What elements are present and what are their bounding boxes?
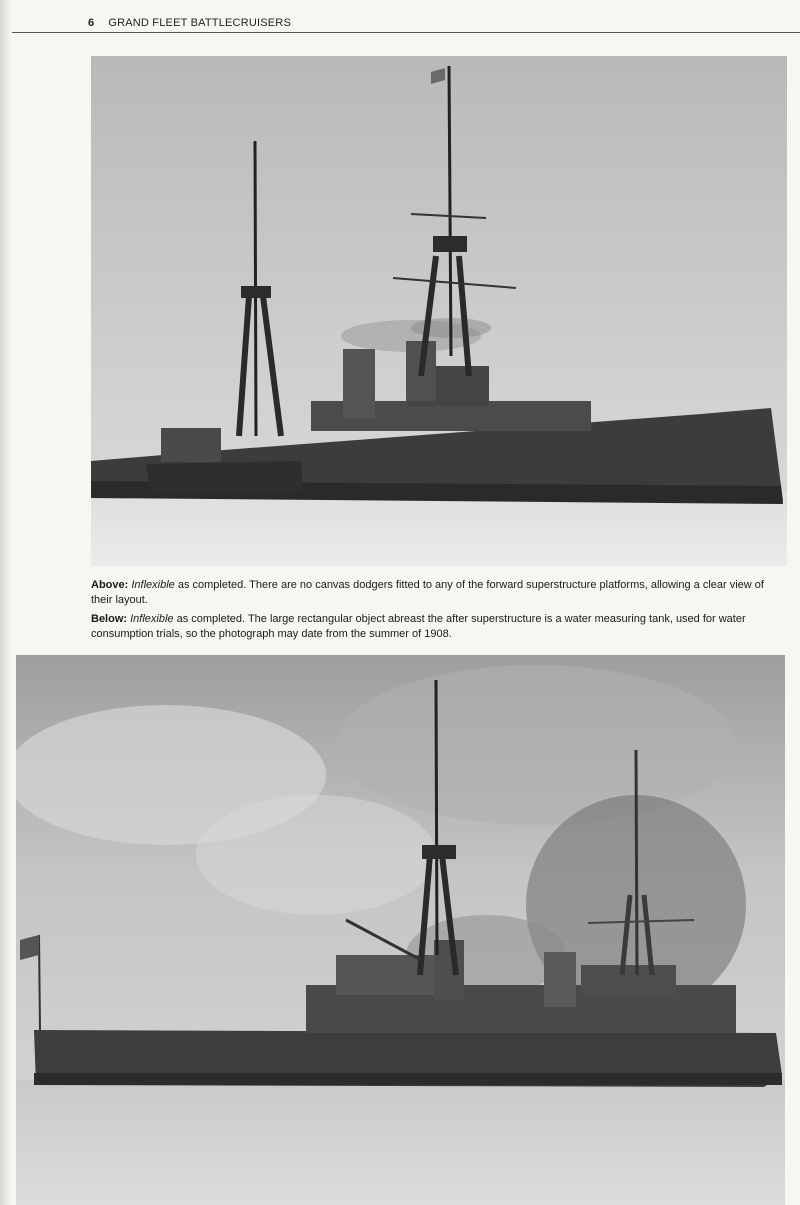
caption-above-ship: Inflexible: [131, 579, 175, 591]
caption-below-label: Below:: [91, 613, 128, 625]
photo-inflexible-bow-view: [91, 56, 787, 566]
caption-below-text: as completed. The large rectangular object abreast the after superstructure is a water measuring tank, used for water consumption trials, so the photograph may date from the summer of 1908.: [91, 613, 746, 640]
caption-above: [91, 578, 781, 608]
running-title: GRAND FLEET BATTLECRUISERS: [108, 17, 291, 29]
caption-above-text: as completed. There are no canvas dodgers fitted to any of the forward superstructure platforms, allowing a clear view of their layout.: [91, 579, 764, 606]
caption-above-label: Above:: [91, 579, 129, 591]
page-number: 6: [88, 17, 95, 29]
header-rule: [12, 32, 800, 33]
page-spine-shadow: [0, 0, 12, 1205]
running-header: [88, 15, 291, 31]
caption-below: [91, 612, 781, 642]
photo-captions: [91, 578, 781, 646]
caption-below-ship: Inflexible: [130, 613, 174, 625]
photo-inflexible-broadside-view: [16, 655, 785, 1205]
